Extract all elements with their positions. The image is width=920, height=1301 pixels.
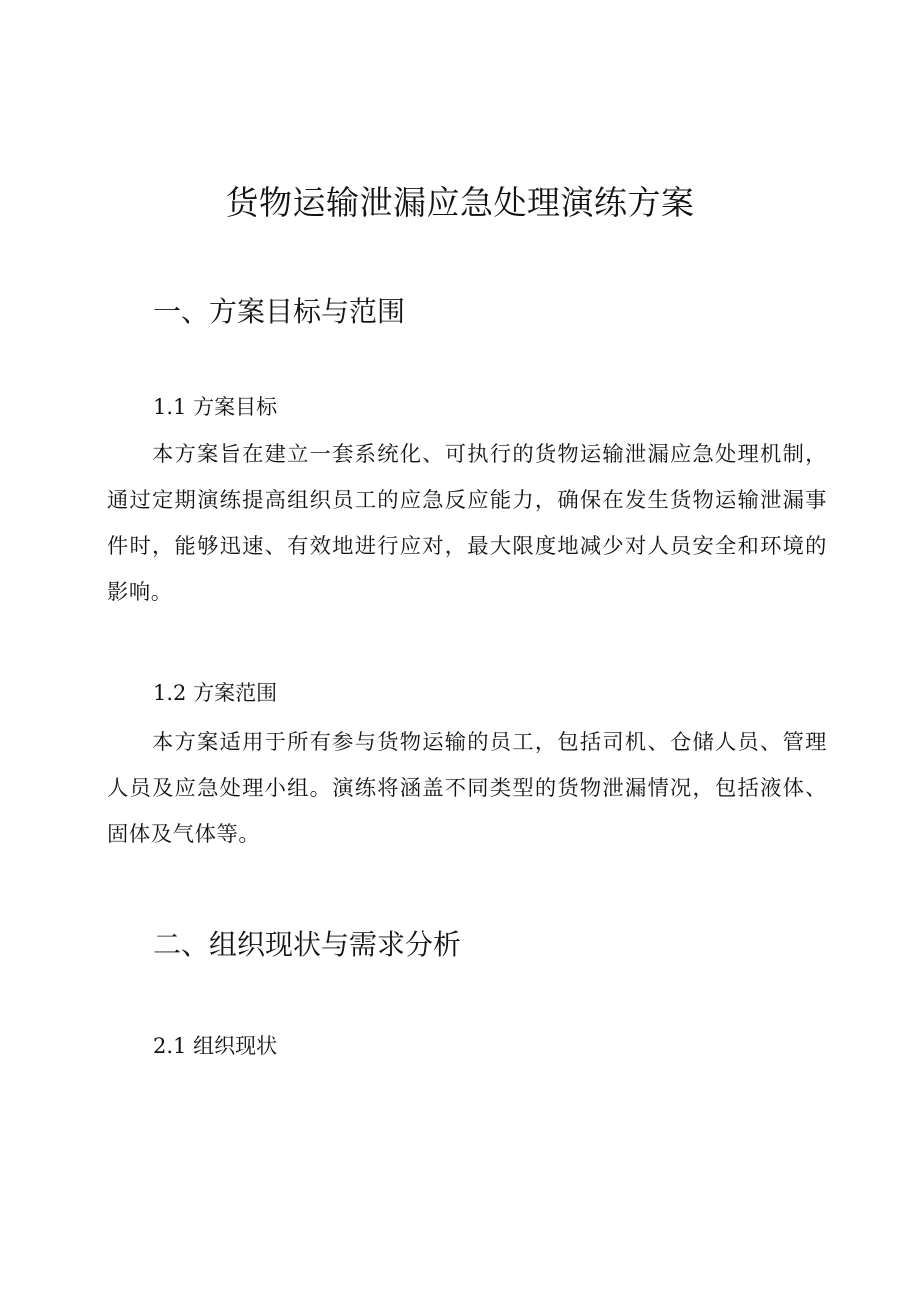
- paragraph-plan-scope: 本方案适用于所有参与货物运输的员工，包括司机、仓储人员、管理人员及应急处理小组。演练将涵盖不同类型的货物泄漏情况，包括液体、固体及气体等。: [107, 730, 827, 847]
- subsection-heading-1-2: 1.2 方案范围: [153, 681, 278, 705]
- paragraph-plan-objective: 本方案旨在建立一套系统化、可执行的货物运输泄漏应急处理机制，通过定期演练提高组织员工的应急反应能力，确保在发生货物运输泄漏事件时，能够迅速、有效地进行应对，最大限度地减少对人员安全和环境的影响。: [107, 442, 827, 605]
- subsection-heading-2-1: 2.1 组织现状: [153, 1034, 278, 1058]
- subsection-heading-1-1: 1.1 方案目标: [153, 395, 278, 419]
- document-title: 货物运输泄漏应急处理演练方案: [225, 183, 695, 222]
- section-heading-2: 二、组织现状与需求分析: [153, 928, 462, 961]
- section-heading-1: 一、方案目标与范围: [153, 295, 406, 328]
